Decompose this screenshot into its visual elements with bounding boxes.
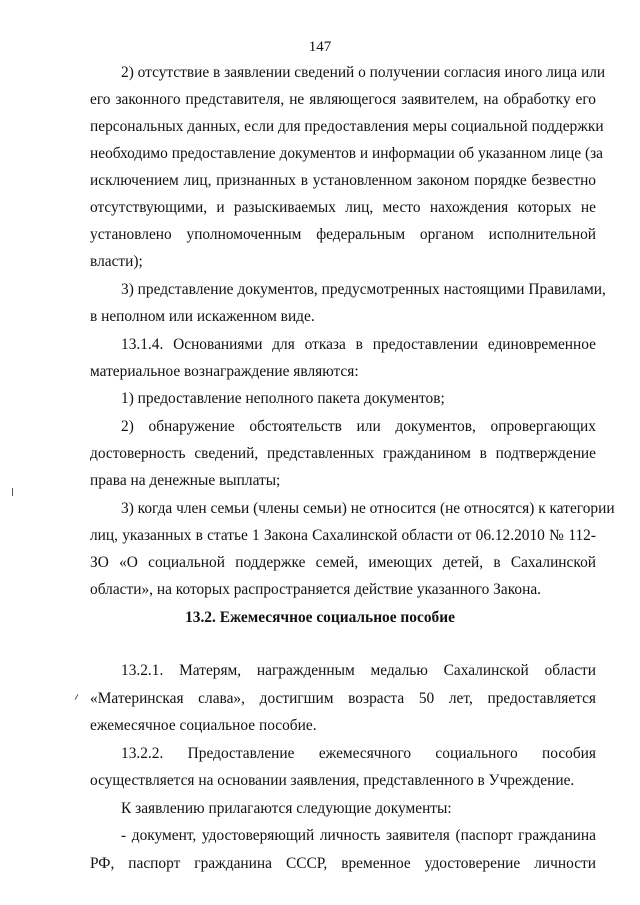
- scan-mark: [12, 488, 13, 496]
- text-line: 13.2.2. Предоставление ежемесячного социального пособия: [121, 745, 596, 762]
- text-line: отсутствующими, и разыскиваемых лиц, место нахождения которых не: [90, 199, 596, 216]
- text-line: власти);: [90, 253, 143, 270]
- text-line: ЗО «О социальной поддержке семей, имеющих детей, в Сахалинской: [90, 554, 596, 571]
- text-line: 3) представление документов, предусмотренных настоящими Правилами,: [121, 281, 606, 298]
- text-line: «Материнская слава», достигшим возраста 50 лет, предоставляется: [90, 690, 596, 707]
- page-number: 147: [308, 39, 332, 55]
- text-line: области», на которых распространяется действие указанного Закона.: [90, 581, 542, 598]
- text-line: лиц, указанных в статье 1 Закона Сахалинской области от 06.12.2010 № 112-: [90, 527, 596, 544]
- text-line: 13.2.1. Матерям, награжденным медалью Сахалинской области: [121, 662, 596, 679]
- text-line: достоверность сведений, представленных гражданином в подтверждение: [90, 445, 596, 462]
- text-line: права на денежные выплаты;: [90, 472, 281, 489]
- text-line: 2) отсутствие в заявлении сведений о получении согласия иного лица или: [121, 64, 606, 81]
- text-line: необходимо предоставление документов и информации об указанном лице (за: [90, 145, 603, 162]
- text-line: осуществляется на основании заявления, представленного в Учреждение.: [90, 772, 575, 789]
- text-line: К заявлению прилагаются следующие документы:: [121, 800, 452, 817]
- text-line: - документ, удостоверяющий личность заявителя (паспорт гражданина: [121, 827, 596, 844]
- section-heading: 13.2. Ежемесячное социальное пособие: [185, 609, 455, 626]
- text-line: 2) обнаружение обстоятельств или документов, опровергающих: [121, 418, 596, 435]
- text-line: 13.1.4. Основаниями для отказа в предоставлении единовременное: [121, 336, 596, 353]
- text-line: 1) предоставление неполного пакета документов;: [121, 390, 445, 407]
- text-line: 3) когда член семьи (члены семьи) не относится (не относятся) к категории: [121, 500, 615, 517]
- text-line: исключением лиц, признанных в установленном законом порядке безвестно: [90, 172, 596, 189]
- text-line: материальное вознаграждение являются:: [90, 363, 359, 380]
- text-line: в неполном или искаженном виде.: [90, 308, 315, 325]
- scan-mark: [75, 694, 79, 700]
- text-line: установлено уполномоченным федеральным органом исполнительной: [90, 226, 596, 243]
- text-line: его законного представителя, не являющегося заявителем, на обработку его: [90, 91, 596, 108]
- text-line: РФ, паспорт гражданина СССР, временное удостоверение личности: [90, 855, 596, 872]
- text-line: персональных данных, если для предоставления меры социальной поддержки: [90, 118, 604, 135]
- text-line: ежемесячное социальное пособие.: [90, 717, 317, 734]
